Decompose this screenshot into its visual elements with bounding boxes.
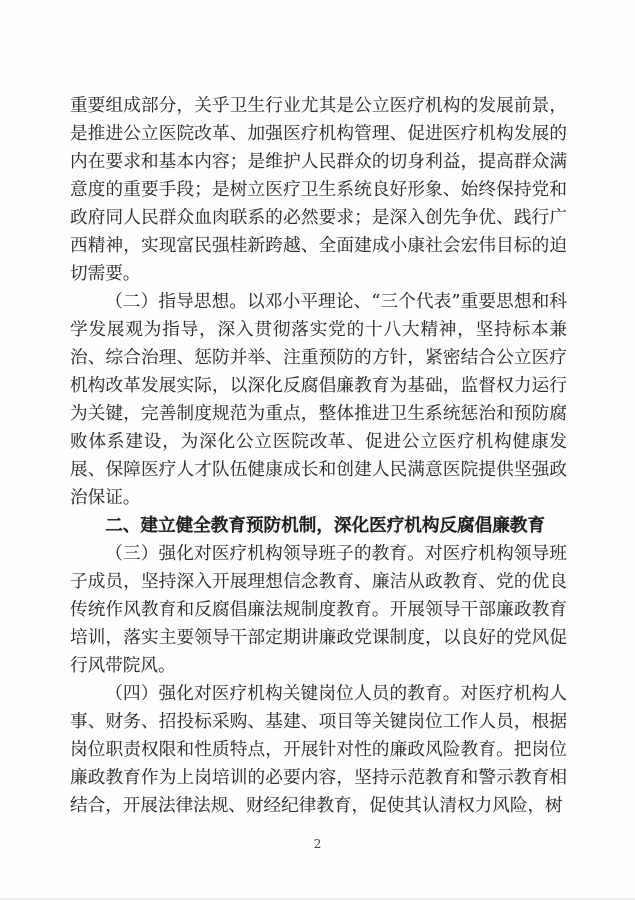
paragraph-leadership-education: （三）强化对医疗机构领导班子的教育。对医疗机构领导班子成员，坚持深入开展理想信念教育、廉洁从政教育、党的优良传统作风教育和反腐倡廉法规制度教育。开展领导干部廉政教育培训，落实主要领导干部定期讲廉政党课制度，以良好的党风促行风带院风。 [70,544,567,676]
paragraph-guiding-ideology: （二）指导思想。以邓小平理论、“三个代表”重要思想和科学发展观为指导，深入贯彻落实党的十八大精神，坚持标本兼治、综合治理、惩防并举、注重预防的方针，紧密结合公立医疗机构改革发展实际，以深化反腐倡廉教育为基础，监督权力运行为关键，完善制度规范为重点，整体推进卫生系统惩治和预防腐败体系建设，为深化公立医院改革、促进公立医疗机构健康发展、保障医疗人才队伍健康成长和创建人民满意医院提供坚强政治保证。 [70,292,567,508]
document-text-block [70,92,567,820]
paragraph-continuation: 重要组成部分，关乎卫生行业尤其是公立医疗机构的发展前景，是推进公立医院改革、加强医疗机构管理、促进医疗机构发展的内在要求和基本内容；是维护人民群众的切身利益，提高群众满意度的重要手段；是树立医疗卫生系统良好形象、始终保持党和政府同人民群众血肉联系的必然要求；是深入创先争优、践行广西精神，实现富民强桂新跨越、全面建成小康社会宏伟目标的迫切需要。 [70,96,567,284]
paragraph-key-post-education: （四）强化对医疗机构关键岗位人员的教育。对医疗机构人事、财务、招投标采购、基建、项目等关键岗位工作人员，根据岗位职责权限和性质特点，开展针对性的廉政风险教育。把岗位廉政教育作为上岗培训的必要内容，坚持示范教育和警示教育相结合，开展法律法规、财经纪律教育，促使其认清权力风险，树 [70,684,567,816]
section-heading: 二、建立健全教育预防机制，深化医疗机构反腐倡廉教育 [105,516,546,536]
page-number: 2 [313,836,322,851]
